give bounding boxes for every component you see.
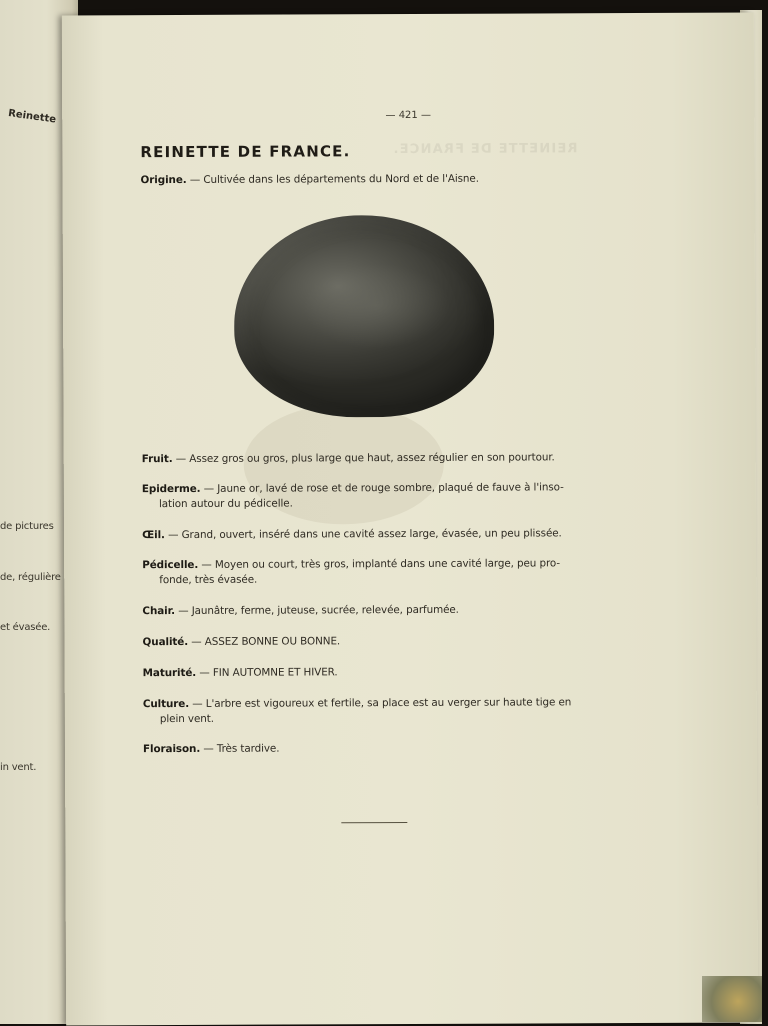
corner-thumbnail [702,976,762,1022]
entry-continuation: lation autour du pédicelle. [158,497,293,511]
entry-text: — Jaunâtre, ferme, juteuse, sucrée, relevée, parfumée. [174,603,459,618]
section-divider [341,822,407,823]
entry-label: Fruit. [141,453,173,466]
entry-label: Culture. [142,697,190,711]
entry-continuation: fonde, très évasée. [159,573,258,587]
left-page-fragment: in vent. [0,762,37,773]
entry-origine [140,171,598,188]
entry-culture [143,695,601,727]
bleed-through-text: REINETTE DE FRANCE. [392,141,578,158]
entry-text: — Grand, ouvert, inséré dans une cavité assez large, évasée, un peu plissée. [164,527,562,542]
entry-text: — Jaune or, lavé de rose et de rouge sombre, plaqué de fauve à l'inso- [200,481,564,495]
entry-label: Œil. [142,529,165,542]
entry-qualite [143,633,601,650]
entry-label: Chair. [142,605,176,618]
left-page-fragment: et évasée. [0,622,51,633]
entry-label: Origine. [140,173,187,187]
entry-pedicelle [142,556,600,588]
entry-text: — Cultivée dans les départements du Nord et de l'Aisne. [186,172,479,186]
entry-floraison [143,740,601,757]
apple-photo [234,215,495,418]
entry-label: Floraison. [142,742,201,756]
entry-maturite [143,664,601,681]
left-page-header: Reinette [7,108,57,126]
entry-text: — ASSEZ BONNE OU BONNE. [188,635,341,648]
entry-label: Qualité. [142,635,189,649]
book-page [62,12,758,1025]
entry-epiderme [142,480,600,512]
page-number: — 421 — [385,109,431,122]
entry-text: — Très tardive. [200,742,280,755]
entry-text: — L'arbre est vigoureux et fertile, sa place est au verger sur haute tige en [189,696,572,710]
entry-text: — Assez gros ou gros, plus large que haut, assez régulier en son pourtour. [172,451,555,466]
entry-label: Maturité. [142,666,197,680]
entry-label: Pédicelle. [142,558,199,572]
entry-fruit [142,450,600,467]
entry-chair [142,602,600,619]
left-page-fragment: de pictures [0,521,54,532]
entry-continuation: plein vent. [159,712,214,726]
page-title: REINETTE DE FRANCE. [140,142,351,162]
entry-text: — FIN AUTOMNE ET HIVER. [196,666,338,679]
entry-label: Epiderme. [141,482,201,496]
left-page-fragment: de, régulière [0,572,61,583]
entry-oeil [142,526,600,543]
entry-text: — Moyen ou court, très gros, implanté dans une cavité large, peu pro- [198,557,561,571]
